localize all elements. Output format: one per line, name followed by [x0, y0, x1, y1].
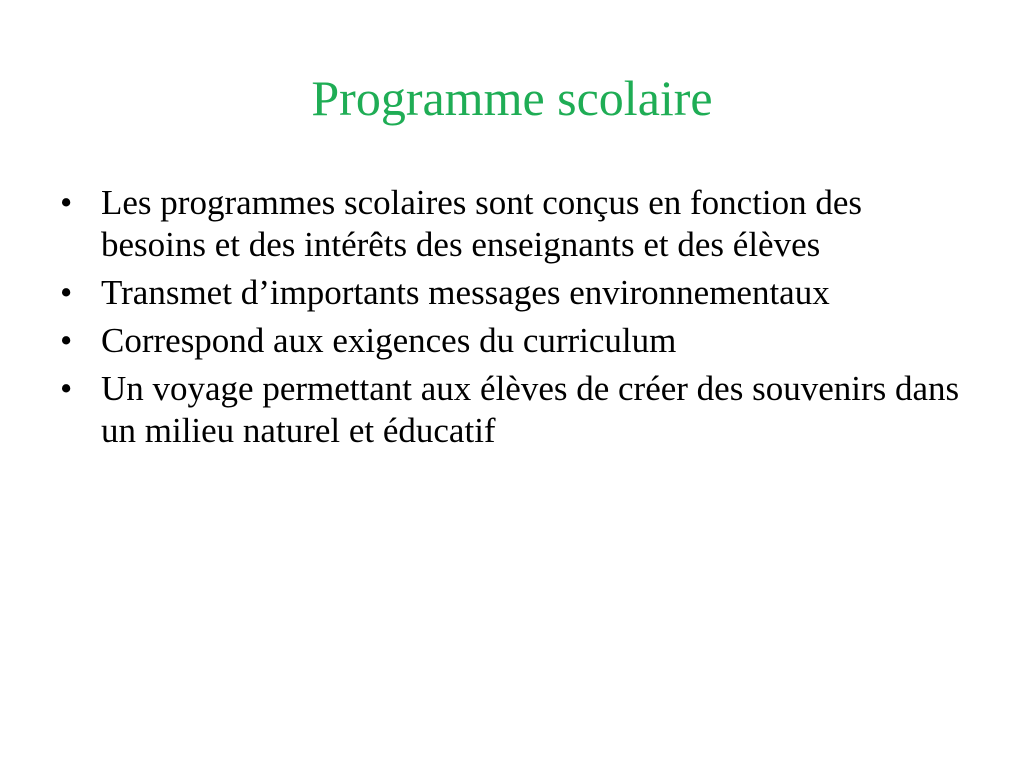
bullet-item: [60, 368, 970, 452]
bullet-item: [60, 320, 970, 362]
bullet-dot-icon: •: [60, 183, 73, 222]
bullet-text: Correspond aux exigences du curriculum: [101, 321, 677, 360]
bullet-list: [60, 182, 970, 458]
bullet-text: Transmet d’importants messages environnementaux: [101, 273, 830, 312]
bullet-item: [60, 182, 970, 266]
bullet-text: Les programmes scolaires sont conçus en fonction des besoins et des intérêts des enseignants et des élèves: [101, 183, 863, 264]
bullet-dot-icon: •: [60, 369, 73, 408]
slide-title: Programme scolaire: [311, 70, 713, 126]
bullet-dot-icon: •: [60, 273, 73, 312]
bullet-item: [60, 272, 970, 314]
bullet-dot-icon: •: [60, 321, 73, 360]
bullet-text: Un voyage permettant aux élèves de créer des souvenirs dans un milieu naturel et éducatif: [101, 369, 960, 450]
